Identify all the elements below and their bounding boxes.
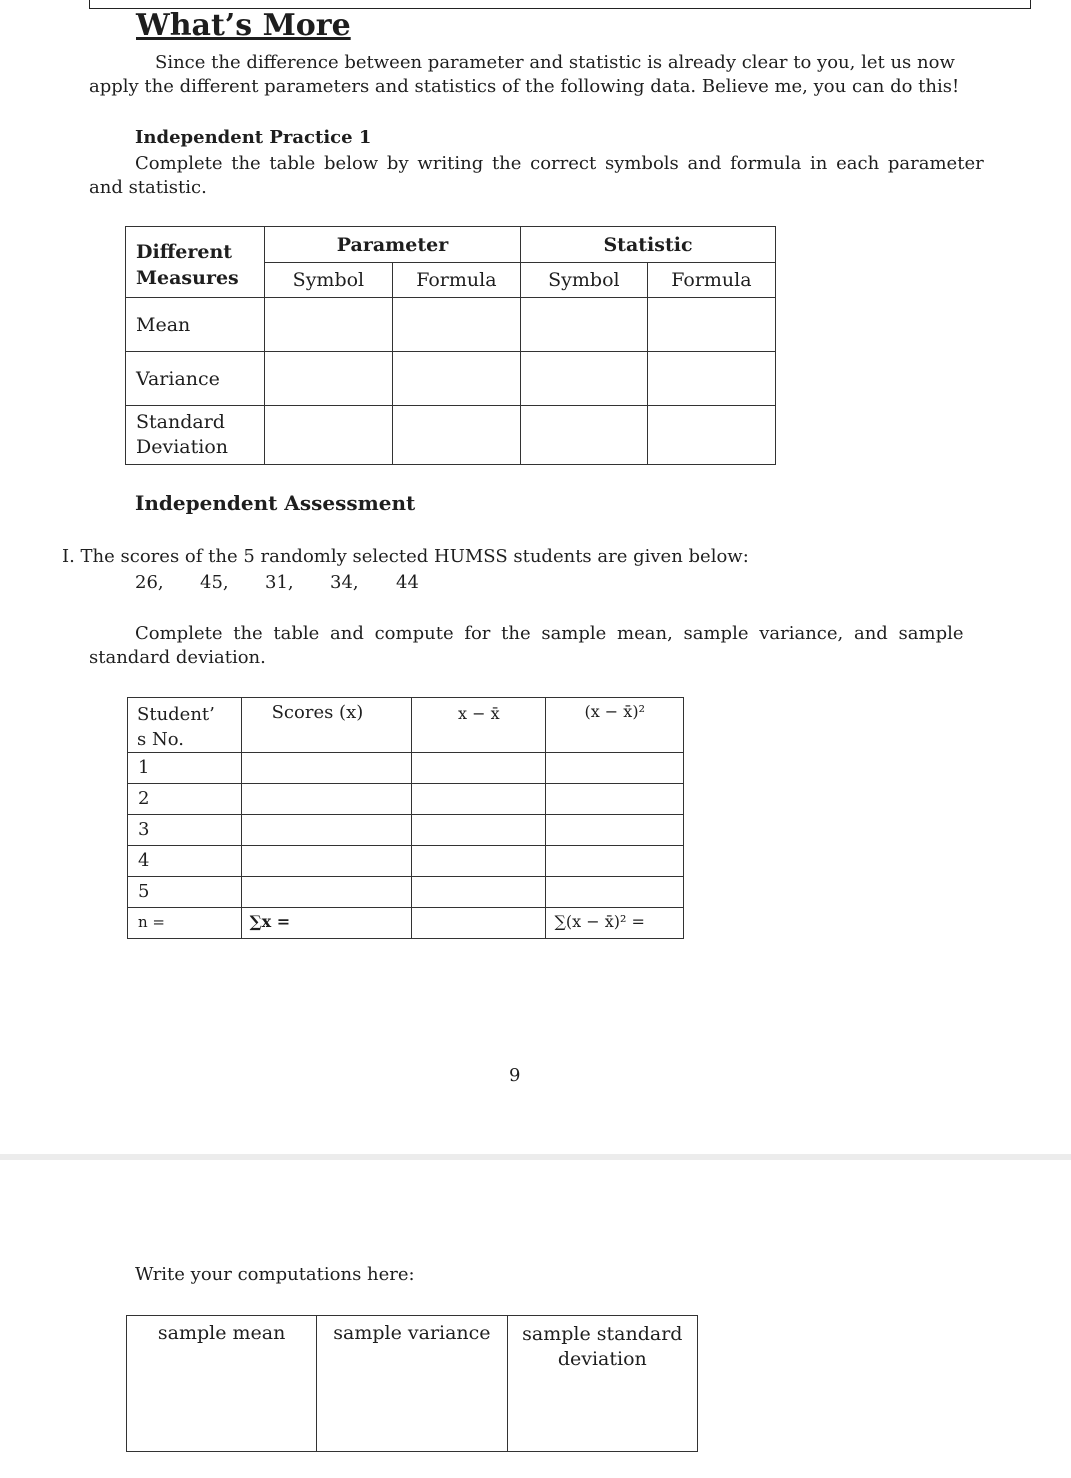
page-title: What’s More xyxy=(136,8,351,43)
blank-cell[interactable] xyxy=(412,877,546,908)
practice-line-1: Complete the table below by writing the correct symbols and formula in each parameter xyxy=(135,153,984,174)
computations-table xyxy=(126,1315,698,1452)
page-number: 9 xyxy=(509,1065,521,1086)
deviation-header: x − x̄ xyxy=(412,698,546,753)
n-label: n = xyxy=(128,908,242,939)
blank-cell[interactable] xyxy=(241,784,412,815)
measures-corner-cell xyxy=(126,227,265,298)
score-value: 44 xyxy=(396,572,419,593)
sample-mean-label: sample mean xyxy=(157,1322,286,1344)
blank-cell[interactable] xyxy=(520,352,647,406)
blank-cell[interactable] xyxy=(647,352,775,406)
blank-cell[interactable] xyxy=(647,406,775,465)
param-formula-header: Formula xyxy=(392,263,520,298)
table-row xyxy=(128,846,684,877)
page-divider xyxy=(0,1154,1071,1160)
blank-cell[interactable] xyxy=(546,784,684,815)
row-label-sd xyxy=(126,406,265,465)
table-row xyxy=(128,784,684,815)
blank-cell[interactable] xyxy=(265,352,393,406)
sample-variance-label: sample variance xyxy=(333,1322,491,1344)
blank-cell[interactable] xyxy=(546,846,684,877)
student-number: 2 xyxy=(128,784,242,815)
table-row xyxy=(128,877,684,908)
parameter-header: Parameter xyxy=(265,227,521,263)
scores-header: Scores (x) xyxy=(241,698,412,753)
practice-title: Independent Practice 1 xyxy=(135,127,372,148)
assessment-title: Independent Assessment xyxy=(135,491,416,515)
stat-symbol-header: Symbol xyxy=(520,263,647,298)
row-label-mean: Mean xyxy=(126,298,265,352)
totals-row xyxy=(128,908,684,939)
score-value: 45, xyxy=(200,572,229,593)
blank-cell[interactable] xyxy=(412,784,546,815)
table-row xyxy=(126,406,776,465)
blank-cell[interactable] xyxy=(647,298,775,352)
blank-cell[interactable] xyxy=(546,815,684,846)
student-header-line-1: Student’ xyxy=(137,704,215,725)
sd-line-1: Standard xyxy=(136,411,225,433)
table-row xyxy=(128,815,684,846)
blank-cell[interactable] xyxy=(241,877,412,908)
score-value: 31, xyxy=(265,572,294,593)
blank-cell[interactable] xyxy=(241,815,412,846)
blank-cell[interactable] xyxy=(412,846,546,877)
param-symbol-header: Symbol xyxy=(265,263,393,298)
blank-cell[interactable] xyxy=(546,877,684,908)
student-no-header xyxy=(128,698,242,753)
blank-cell[interactable] xyxy=(392,406,520,465)
blank-cell[interactable] xyxy=(412,815,546,846)
student-number: 3 xyxy=(128,815,242,846)
blank-cell[interactable] xyxy=(546,753,684,784)
statistic-header: Statistic xyxy=(520,227,775,263)
student-number: 5 xyxy=(128,877,242,908)
blank-cell[interactable] xyxy=(412,753,546,784)
student-number: 1 xyxy=(128,753,242,784)
blank-cell[interactable] xyxy=(392,352,520,406)
blank-cell[interactable] xyxy=(520,406,647,465)
corner-line-1: Different xyxy=(136,241,233,263)
assessment-item: I. The scores of the 5 randomly selected HUMSS students are given below: xyxy=(62,546,749,567)
assessment-instr-2: standard deviation. xyxy=(89,647,266,668)
practice-line-2: and statistic. xyxy=(89,177,207,198)
sd-line-2: Deviation xyxy=(136,436,229,458)
table-row xyxy=(128,753,684,784)
sample-mean-cell[interactable] xyxy=(127,1316,317,1452)
score-value: 26, xyxy=(135,572,164,593)
sum-squares-label: ∑(x − x̄)² = xyxy=(546,908,684,939)
table-row xyxy=(126,298,776,352)
blank-cell[interactable] xyxy=(241,753,412,784)
computations-label: Write your computations here: xyxy=(135,1264,415,1285)
blank-cell[interactable] xyxy=(520,298,647,352)
scores-table xyxy=(127,697,684,939)
measures-table xyxy=(125,226,776,465)
table-row xyxy=(126,352,776,406)
score-value: 34, xyxy=(330,572,359,593)
blank-cell[interactable] xyxy=(412,908,546,939)
sample-sd-line-2: deviation xyxy=(557,1348,647,1370)
sample-sd-cell[interactable] xyxy=(507,1316,697,1452)
student-header-line-2: s No. xyxy=(137,729,184,750)
blank-cell[interactable] xyxy=(265,298,393,352)
student-number: 4 xyxy=(128,846,242,877)
sample-variance-cell[interactable] xyxy=(317,1316,507,1452)
blank-cell[interactable] xyxy=(392,298,520,352)
stat-formula-header: Formula xyxy=(647,263,775,298)
sum-x-label: ∑x = xyxy=(241,908,412,939)
assessment-instr-1: Complete the table and compute for the sample mean, sample variance, and sample xyxy=(135,623,964,644)
squared-deviation-header: (x − x̄)² xyxy=(546,698,684,753)
row-label-variance: Variance xyxy=(126,352,265,406)
corner-line-2: Measures xyxy=(136,267,239,289)
blank-cell[interactable] xyxy=(241,846,412,877)
sample-sd-line-1: sample standard xyxy=(522,1323,683,1345)
top-note-text xyxy=(130,0,840,1)
blank-cell[interactable] xyxy=(265,406,393,465)
intro-line-1: Since the difference between parameter and statistic is already clear to you, let us now xyxy=(155,52,955,73)
intro-line-2: apply the different parameters and statistics of the following data. Believe me, you can do this! xyxy=(89,76,960,97)
